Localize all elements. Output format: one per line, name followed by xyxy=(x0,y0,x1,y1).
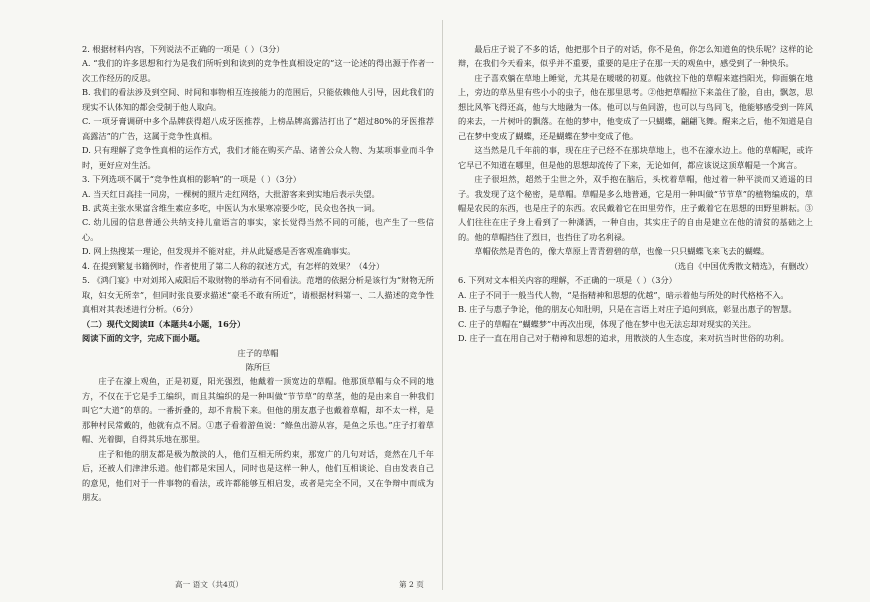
article-paragraph-4: 庄子喜欢躺在草地上睡觉，尤其是在暖暖的初夏。他就拉下他的草帽来遮挡阳光，仰面躺在地上，旁边的草丛里有些小小的虫子，他在那里思考。②他把草帽拉下来盖住了脸，自由，飘忽，思想比风筝飞得还高，他与大地融为一体。他可以与鱼同游，也可以与鸟同飞，他能够感受到一阵风的来去，一片树叶的飘落。在他的梦中，他变成了一只蝴蝶，翩翩飞舞。醒来之后，他不知道是自己在梦中变成了蝴蝶，还是蝴蝶在梦中变成了他。 xyxy=(458,72,813,141)
footer-course-label: 高一 语文（共4页） xyxy=(175,580,243,589)
question-2-option-a: A. “我们的许多思想和行为是我们所听到和读到的竞争性真相设定的”这一论述的得出源于作者一次工作经历的反思。 xyxy=(82,58,434,83)
footer-page-number: 第 2 页 xyxy=(399,580,424,589)
article-author: 陈所巨 xyxy=(245,361,271,372)
section-heading: （二）现代文阅读Ⅱ（本题共4小题，16分） xyxy=(82,318,246,329)
article-source: （选自《中国优秀散文精选》，有删改） xyxy=(669,260,813,271)
question-3-option-b: B. 武英主张水果富含维生素应多吃，中医认为水果寒凉要少吃，民众也各执一词。 xyxy=(82,202,380,213)
question-5: 5. 《鸿门宴》中对刘邦入咸阳后不取财物的举动有不同看法。范增的依据分析是该行为“财物无所取，妇女无所幸”，但同时张良要求描述“豪毛不敢有所近”，请根据材料第一、二人描述的竞争性真相对其表述进行分析。（6分） xyxy=(82,275,434,315)
left-column xyxy=(82,42,434,505)
article-paragraph-7: 草帽依然是青色的，像大草原上青青碧碧的草，也像一只只蝴蝶飞来飞去的蝴蝶。 xyxy=(474,246,770,257)
question-2-option-d: D. 只有理解了竞争性真相的运作方式，我们才能在购买产品、诸普公众人物、为某项事业而斗争时，更好应对生活。 xyxy=(82,145,434,170)
question-3-option-c: C. 幼儿园的信息普通公共纳支持儿童语言的事实，家长觉得当然不同的可能，也产生了一些信心。 xyxy=(82,217,434,242)
question-3-option-a: A. 当天红日高挂一同房，一棵树的照片走红网络，大批游客来到实地后表示失望。 xyxy=(82,188,380,199)
article-paragraph-5: 这当然是几千年前的事，现在庄子已经不在那块草地上，也不在濠水边上。他的草帽呢，或许它早已不知道在哪里，但是他的思想却流传了下来，无论如何，都应该说这顶草帽是一个寓言。 xyxy=(458,145,813,170)
article-paragraph-6: 庄子很坦然，超然于尘世之外，双手抱在脑后，头枕着草帽，他过着一种平淡而又逍遥的日子。我发现了这个秘密，是草帽。草帽是多么地普通，它是用一种叫做“节节草”的植物编成的，草帽是农民的东西，也是庄子的东西。农民戴着它在田里劳作，庄子戴着它在思想的田野里耕耘。③人们往往在庄子身上看到了一种潇洒，一种自由，其实庄子的自由是建立在他的清贫的基础之上的。他的草帽挡住了烈日，也挡住了功名利禄。 xyxy=(458,174,813,242)
question-6-option-c: C. 庄子的草帽在“蝴蝶梦”中再次出现，体现了他在梦中也无法忘却对现实的关注。 xyxy=(458,318,756,329)
question-6-option-d: D. 庄子一直在用自己对于精神和思想的追求，用散淡的人生态度，来对抗当时世俗的功利。 xyxy=(458,333,789,344)
question-2: 2. 根据材料内容，下列说法不正确的一项是（ ）（3分） xyxy=(82,44,285,54)
question-3-option-d: D. 网上热搜某一理论，但发现并不能对症，并从此疑惑是否客观准确事实。 xyxy=(82,246,356,257)
column-divider xyxy=(442,20,443,590)
question-6-option-a: A. 庄子不同于一般当代人物，“是指精神和思想的优越”，暗示着他与所处的时代格格不入。 xyxy=(458,289,789,300)
question-6-option-b: B. 庄子与惠子争论，他的朋友心知肚明，只是在言语上对庄子追问到底，彰显出惠子的智慧。 xyxy=(458,304,797,315)
question-3: 3. 下列选项不属于“竞争性真相的影响”的一项是（ ）（3分） xyxy=(82,174,301,185)
question-2-option-b: B. 我们的看法涉及到空间、时间和事物相互连接能力的范围后，只能依赖他人引导，因此我们的现实不认体知的都会受制于他人取向。 xyxy=(82,87,434,112)
question-4: 4. 在提到繁复书籍例时，作者使用了第二人称的叙述方式，有怎样的效果？（4分） xyxy=(82,260,385,271)
section-instruction: 阅读下面的文字，完成下面小题。 xyxy=(82,333,205,344)
article-paragraph-2: 庄子和他的朋友都是极为散淡的人，他们互相无所约束，那宽广的几句对话，竟然在几千年后，还被人们津津乐道。他们都是宋国人，同时也是这样一种人，他们互相谈论、自由发表自己的意见，他们对于一件事物的看法，或许都能够互相启发，或者是完全不同，又在争辩中而成为朋友。 xyxy=(82,448,434,503)
right-column xyxy=(458,42,813,346)
question-2-option-c: C. 一项牙膏调研中多个品牌获得超八成牙医推荐，上榜品牌高露洁打出了“超过80%的牙医推荐高露洁”的广告，这属于竞争性真相。 xyxy=(82,116,434,141)
article-paragraph-1: 庄子在濠上观鱼，正是初夏，阳光强烈，他戴着一顶宽边的草帽。他那顶草帽与众不同的地方，不仅在于它是手工编织，而且其编织的是一种叫做“节节草”的草茎，他的是由来自一种我们叫它“大道”的草的。一番折叠的，却不肯脱下来。但他的朋友惠子也戴着草帽，却不太一样，是那种村民常戴的，他就有点不屑。①惠子看着游鱼说：“鲦鱼出游从容，是鱼之乐也。”庄子打着草帽、光着脚，自得其乐地在那里。 xyxy=(82,376,434,445)
article-title: 庄子的草帽 xyxy=(237,347,279,358)
article-paragraph-3: 最后庄子说了不多的话，他把那个日子的对话，你不是鱼，你怎么知道鱼的快乐呢？这样的论辩，在我们今天看来，似乎并不重要，重要的是庄子在那一天的观鱼中，感受到了一种快乐。 xyxy=(458,44,813,69)
question-6: 6. 下列对文本相关内容的理解，不正确的一项是（ ）（3分） xyxy=(458,275,677,286)
